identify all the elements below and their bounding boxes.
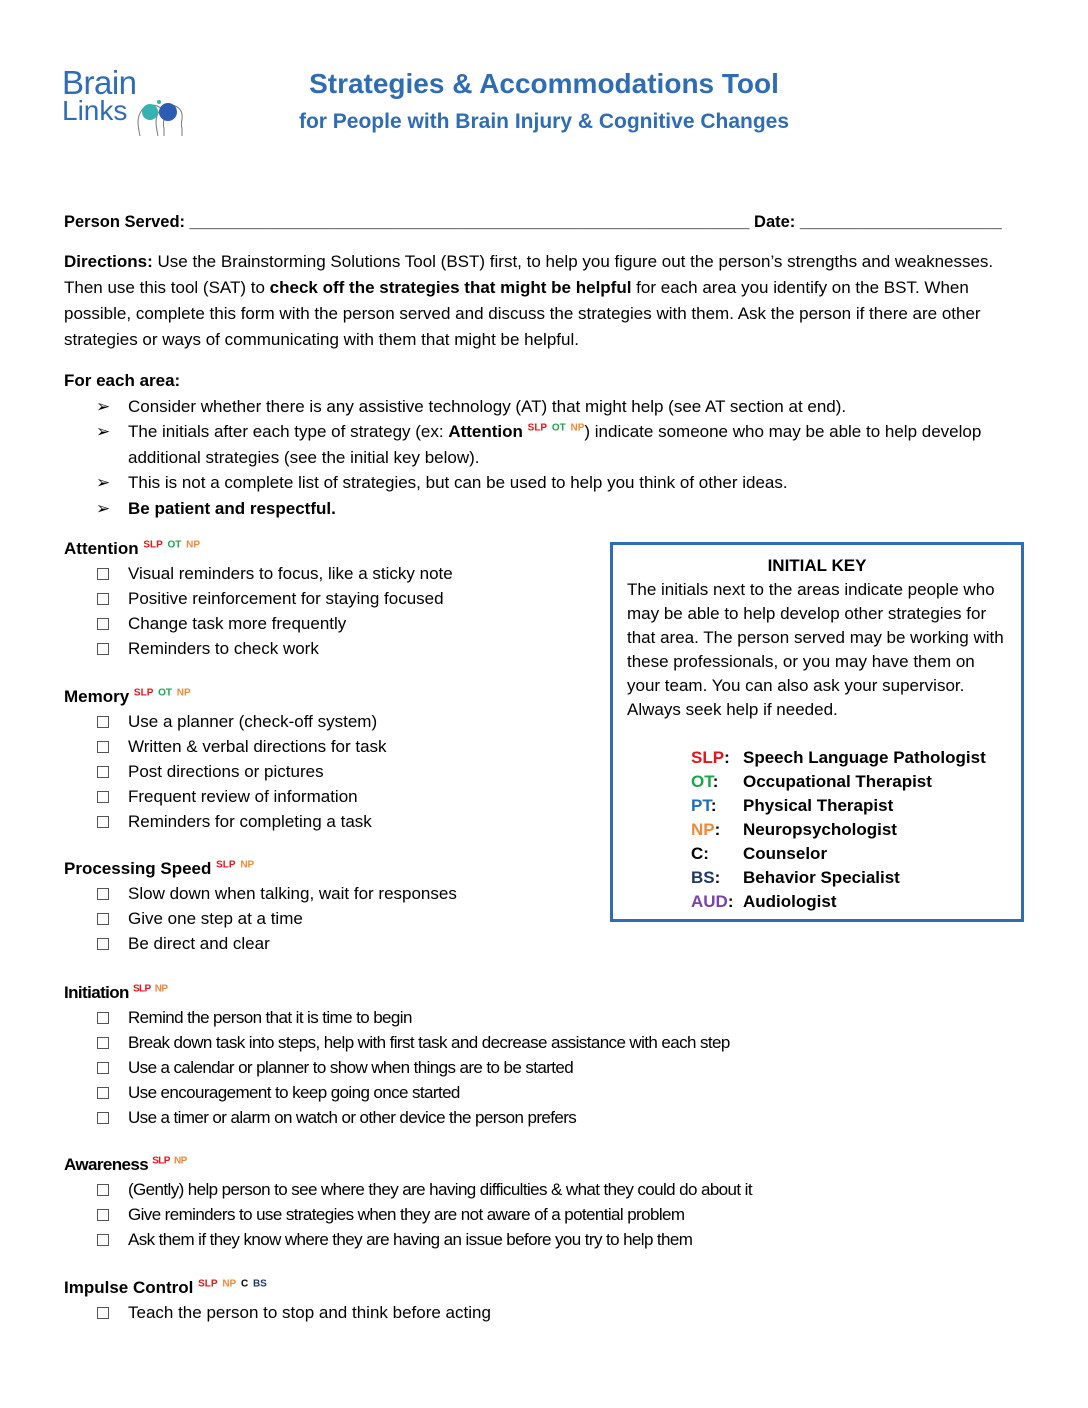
key-abbreviation: PT: <box>691 796 717 815</box>
strategy-item <box>64 1030 730 1055</box>
strategy-text: Use a planner (check-off system) <box>128 712 378 731</box>
checkbox[interactable] <box>97 938 109 950</box>
checkbox[interactable] <box>97 1037 109 1049</box>
key-abbreviation: SLP: <box>691 748 730 767</box>
strategy-text: Reminders to check work <box>128 639 319 658</box>
checkbox[interactable] <box>97 1209 109 1221</box>
key-abbr-text: OT <box>691 772 713 791</box>
checkbox[interactable] <box>97 888 109 900</box>
tag-ot: OT <box>551 422 566 434</box>
section-heading <box>64 1275 491 1300</box>
initial-key-heading: INITIAL KEY <box>767 556 867 575</box>
tag-ot: OT <box>167 539 182 551</box>
strategy-text: Reminders for completing a task <box>128 812 372 831</box>
page-subtitle: for People with Brain Injury & Cognitive Changes <box>298 110 790 133</box>
checkbox[interactable] <box>97 593 109 605</box>
tag-slp: SLP <box>527 422 548 434</box>
key-name: Neuropsychologist <box>743 820 897 839</box>
key-abbreviation: OT: <box>691 772 719 791</box>
initial-key-body: The initials next to the areas indicate people who may be able to help develop other strategies for that area. The person served may be working with these professionals, or you may have them on your team. You can also ask your supervisor. Always seek help if needed. <box>627 580 1004 719</box>
checkbox[interactable] <box>97 1307 109 1319</box>
strategy-item <box>64 1055 730 1080</box>
strategy-text: Be direct and clear <box>128 934 270 953</box>
date-field[interactable]: ______________________ <box>799 213 1002 231</box>
checkbox[interactable] <box>97 716 109 728</box>
key-entry <box>691 746 1021 770</box>
bullet-text: Be patient and respectful. <box>128 498 336 518</box>
strategy-text: Written & verbal directions for task <box>128 737 387 756</box>
arrow-bullet-icon: ➢ <box>96 473 111 492</box>
strategy-text: Use a calendar or planner to show when things are to be started <box>128 1058 574 1077</box>
key-entry <box>691 794 1021 818</box>
tag-slp: SLP <box>152 1155 170 1167</box>
tag-bs: BS <box>252 1278 267 1290</box>
strategy-item <box>64 1227 752 1252</box>
strategy-text: Remind the person that it is time to begin <box>128 1008 412 1027</box>
section-initiation <box>64 980 730 1130</box>
strategy-item <box>64 931 457 956</box>
strategy-item <box>64 1005 730 1030</box>
logo-text-links: Links <box>62 95 128 126</box>
checkbox[interactable] <box>97 816 109 828</box>
section-title: Initiation <box>64 983 129 1002</box>
key-abbr-text: AUD <box>691 892 728 911</box>
bullet-text: The initials after each type of strategy (ex: <box>128 422 449 441</box>
strategy-item <box>64 561 453 586</box>
for-each-area <box>64 368 1034 521</box>
bullet-text: Consider whether there is any assistive technology (AT) that might help (see AT section at end). <box>128 396 847 416</box>
person-served-field[interactable]: _____________________________________________________________ <box>189 213 750 231</box>
checkbox[interactable] <box>97 913 109 925</box>
key-name: Audiologist <box>743 892 837 911</box>
person-date-row <box>64 209 1002 235</box>
tag-slp: SLP <box>216 859 236 871</box>
section-title: Memory <box>64 687 130 706</box>
directions-label: Directions: <box>64 252 153 271</box>
strategy-item <box>64 1105 730 1130</box>
directions-bold: check off the strategies that might be helpful <box>269 278 632 297</box>
tag-slp: SLP <box>133 687 154 699</box>
bullet-item <box>64 394 1034 420</box>
strategy-text: Break down task into steps, help with first task and decrease assistance with each step <box>128 1033 730 1052</box>
for-each-heading: For each area: <box>64 371 181 390</box>
strategy-item <box>64 1202 752 1227</box>
checkbox[interactable] <box>97 1062 109 1074</box>
strategy-text: Positive reinforcement for staying focused <box>128 589 444 608</box>
section-heading <box>64 856 457 881</box>
checkbox[interactable] <box>97 1012 109 1024</box>
key-abbr-text: BS <box>691 868 715 887</box>
strategy-item <box>64 1177 752 1202</box>
directions-paragraph <box>64 249 1024 353</box>
strategy-item <box>64 611 453 636</box>
strategy-item <box>64 586 453 611</box>
tag-slp: SLP <box>143 539 163 551</box>
bullet-item <box>64 470 1034 496</box>
initial-key-list <box>613 746 1021 914</box>
strategy-item <box>64 1300 491 1325</box>
strategy-item <box>64 784 387 809</box>
strategy-text: Frequent review of information <box>128 787 358 806</box>
strategy-text: Teach the person to stop and think before acting <box>128 1303 491 1322</box>
checkbox[interactable] <box>97 643 109 655</box>
section-heading <box>64 536 453 561</box>
key-name: Occupational Therapist <box>743 772 932 791</box>
strategy-text: (Gently) help person to see where they are having difficulties & what they could do about it <box>128 1180 752 1199</box>
key-abbreviation: C: <box>691 844 709 863</box>
key-abbreviation: AUD: <box>691 892 734 911</box>
strategy-item <box>64 734 387 759</box>
strategy-item <box>64 906 457 931</box>
section-heading <box>64 980 730 1005</box>
page-title: Strategies & Accommodations Tool <box>309 68 779 99</box>
key-entry <box>691 818 1021 842</box>
key-abbr-text: NP <box>691 820 715 839</box>
checkbox[interactable] <box>97 766 109 778</box>
strategy-text: Slow down when talking, wait for responses <box>128 884 457 903</box>
arrow-bullet-icon: ➢ <box>96 396 111 416</box>
strategy-text: Change task more frequently <box>128 614 347 633</box>
strategy-item <box>64 759 387 784</box>
checkbox[interactable] <box>97 568 109 580</box>
arrow-bullet-icon: ➢ <box>96 422 111 441</box>
bullet-text: ) indicate someone who may be able to help develop additional strategies (see the initial key below). <box>128 422 982 467</box>
section-memory <box>64 684 387 834</box>
strategy-text: Use encouragement to keep going once started <box>128 1083 460 1102</box>
key-abbreviation: BS: <box>691 868 721 887</box>
section-title: Awareness <box>64 1155 149 1174</box>
key-abbreviation: NP: <box>691 820 721 839</box>
section-attention <box>64 536 453 661</box>
key-entry <box>691 890 1021 914</box>
tag-np: NP <box>240 859 255 871</box>
checkbox[interactable] <box>97 1234 109 1246</box>
key-entry <box>691 770 1021 794</box>
key-name: Counselor <box>743 844 828 863</box>
tag-np: NP <box>222 1278 237 1290</box>
key-entry <box>691 866 1021 890</box>
section-heading <box>64 1152 752 1177</box>
key-abbr-text: PT <box>691 796 711 815</box>
strategy-item <box>64 881 457 906</box>
directions-text-1: Use the Brainstorming Solutions Tool (BST) first, to help you figure out the person’s strengths and weaknesses. Then use this tool (SAT) to <box>64 252 994 297</box>
checkbox[interactable] <box>97 1184 109 1196</box>
strategy-text: Post directions or pictures <box>128 762 324 781</box>
bullet-text: This is not a complete list of strategies, but can be used to help you think of other ideas. <box>128 473 788 492</box>
person-served-label: Person Served: <box>64 213 186 231</box>
section-title: Impulse Control <box>64 1278 194 1297</box>
strategy-text: Use a timer or alarm on watch or other device the person prefers <box>128 1108 577 1127</box>
example-attention: Attention <box>448 422 523 441</box>
logo-text-brain: Brain <box>62 64 137 101</box>
key-entry <box>691 842 1021 866</box>
section-impulse-control <box>64 1275 491 1325</box>
tag-ot: OT <box>158 687 172 699</box>
key-name: Behavior Specialist <box>743 868 900 887</box>
checkbox[interactable] <box>97 618 109 630</box>
tag-slp: SLP <box>198 1278 218 1290</box>
section-title: Processing Speed <box>64 859 212 878</box>
directions-text-2: for each area you identify on the BST. When possible, complete this form with the person served and discuss the strategies with them. Ask the person if there are other strategies or ways of communicating with them that might be helpful. <box>64 278 981 349</box>
bullet-item <box>64 496 1034 522</box>
strategy-item <box>64 636 453 661</box>
strategy-text: Give reminders to use strategies when they are not aware of a potential problem <box>128 1205 685 1224</box>
section-processing-speed <box>64 856 457 956</box>
tag-np: NP <box>154 983 168 995</box>
key-abbr-text: C <box>691 844 704 863</box>
tag-slp: SLP <box>132 983 151 995</box>
key-abbr-text: SLP <box>691 748 725 767</box>
checkbox[interactable] <box>97 791 109 803</box>
section-heading <box>64 684 387 709</box>
strategy-text: Visual reminders to focus, like a sticky note <box>128 564 453 583</box>
bullet-item <box>64 419 1034 470</box>
tag-np: NP <box>173 1155 187 1167</box>
checkbox[interactable] <box>97 741 109 753</box>
key-name: Physical Therapist <box>743 796 894 815</box>
date-label: Date: <box>754 213 796 231</box>
strategy-text: Give one step at a time <box>128 909 303 928</box>
section-awareness <box>64 1152 752 1252</box>
checkbox[interactable] <box>97 1112 109 1124</box>
tag-c: C <box>240 1278 249 1290</box>
arrow-bullet-icon: ➢ <box>96 498 111 518</box>
checkbox[interactable] <box>97 1087 109 1099</box>
strategy-item <box>64 709 387 734</box>
tag-np: NP <box>186 539 201 551</box>
section-title: Attention <box>64 539 139 558</box>
strategy-item <box>64 809 387 834</box>
tag-np: NP <box>176 687 191 699</box>
strategy-text: Ask them if they know where they are having an issue before you try to help them <box>128 1230 693 1249</box>
initial-key-box <box>610 542 1024 922</box>
key-name: Speech Language Pathologist <box>743 748 986 767</box>
strategy-item <box>64 1080 730 1105</box>
tag-np: NP <box>570 422 585 434</box>
